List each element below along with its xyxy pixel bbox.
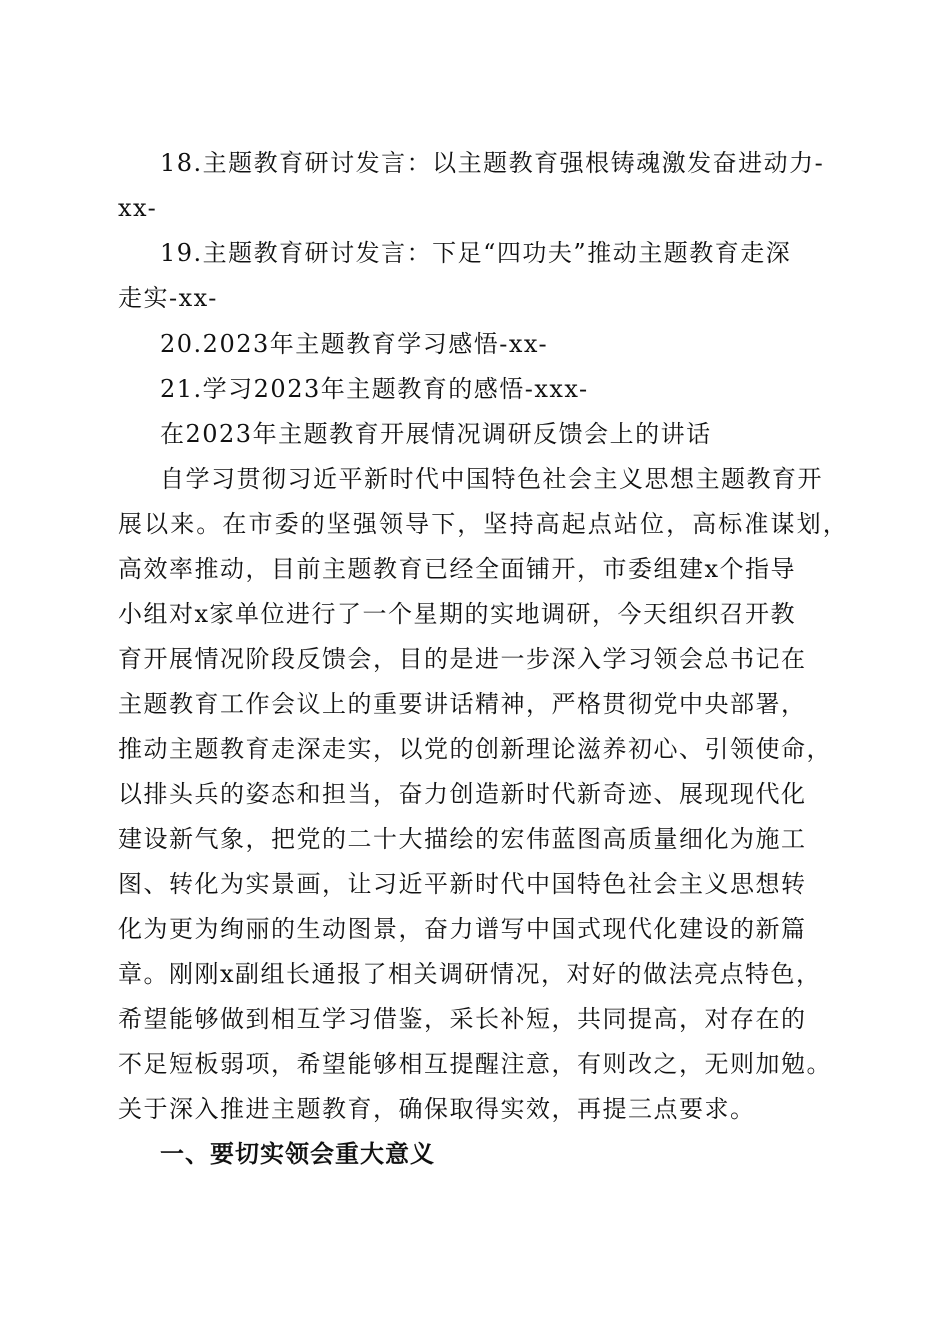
body-paragraph-line: 推动主题教育走深走实，以党的创新理论滋养初心、引领使命，	[118, 735, 832, 763]
body-paragraph-line: 章。刚刚x副组长通报了相关调研情况，对好的做法亮点特色，	[118, 960, 822, 988]
toc-item-21: 21.学习2023年主题教育的感悟-xxx-	[160, 375, 589, 403]
body-paragraph-line: 主题教育工作会议上的重要讲话精神，严格贯彻党中央部署，	[118, 690, 807, 718]
toc-item-19: 19.主题教育研讨发言：下足“四功夫”推动主题教育走深	[160, 239, 792, 267]
body-paragraph-line: 自学习贯彻习近平新时代中国特色社会主义思想主题教育开	[160, 465, 823, 493]
body-paragraph-line: 建设新气象，把党的二十大描绘的宏伟蓝图高质量细化为施工	[118, 825, 807, 853]
body-paragraph-line: 关于深入推进主题教育，确保取得实效，再提三点要求。	[118, 1095, 756, 1123]
section-heading-1: 一、要切实领会重大意义	[160, 1140, 435, 1168]
toc-item-18: 18.主题教育研讨发言：以主题教育强根铸魂激发奋进动力-	[160, 149, 825, 177]
body-paragraph-line: 小组对x家单位进行了一个星期的实地调研，今天组织召开教	[118, 600, 797, 628]
toc-item-18-continued: xx-	[118, 194, 158, 222]
toc-item-20: 20.2023年主题教育学习感悟-xx-	[160, 330, 549, 358]
body-paragraph-line: 展以来。在市委的坚强领导下，坚持高起点站位，高标准谋划，	[118, 510, 849, 538]
body-paragraph-line: 图、转化为实景画，让习近平新时代中国特色社会主义思想转	[118, 870, 807, 898]
toc-item-19-continued: 走实-xx-	[118, 284, 218, 312]
body-paragraph-line: 希望能够做到相互学习借鉴，采长补短，共同提高，对存在的	[118, 1005, 807, 1033]
body-paragraph-line: 育开展情况阶段反馈会，目的是进一步深入学习领会总书记在	[118, 645, 807, 673]
body-paragraph-line: 化为更为绚丽的生动图景，奋力谱写中国式现代化建设的新篇	[118, 915, 807, 943]
body-paragraph-line: 高效率推动，目前主题教育已经全面铺开，市委组建x个指导	[118, 555, 797, 583]
body-paragraph-line: 不足短板弱项，希望能够相互提醒注意，有则改之，无则加勉。	[118, 1050, 832, 1078]
speech-title: 在2023年主题教育开展情况调研反馈会上的讲话	[160, 420, 712, 448]
body-paragraph-line: 以排头兵的姿态和担当，奋力创造新时代新奇迹、展现现代化	[118, 780, 807, 808]
